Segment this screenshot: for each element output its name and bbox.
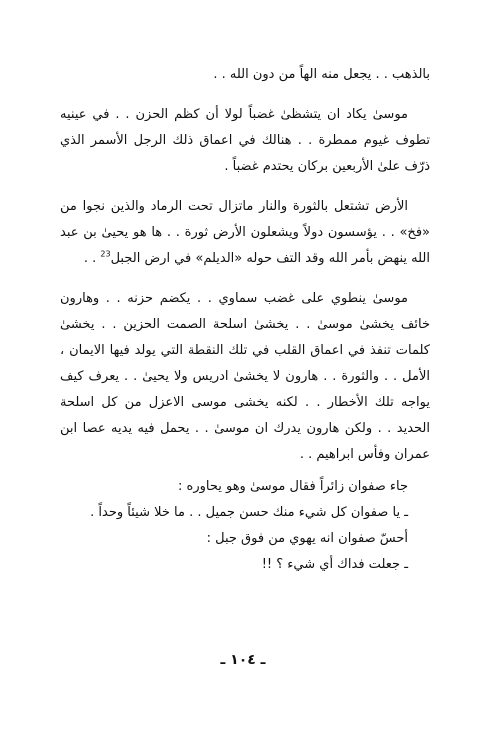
paragraph-3 [60,194,430,272]
paragraph-3-text: الأرض تشتعل بالثورة والنار ماتزال تحت الرماد والذين نجوا من «فخ» . . يؤسسون دولاً ويشعلون الأرض ثورة . . ها هو يحيىٰ بن عبد الله ينهض بأمر الله وقد التف حوله «الديلم» في ارض الجبل [60,199,430,266]
dialogue-line-3: أحسّ صفوان انه يهوي من فوق جبل : [206,531,408,546]
paragraph-3-tail: . . [83,251,101,266]
dialogue-line-4: ـ جعلت فداك أي شيء ؟ !! [261,557,408,572]
footnote-marker: 23 [100,249,111,259]
paragraph-spacer [60,180,430,194]
page-number: ـ ١٠٤ ـ [220,652,266,668]
paragraph-spacer [60,272,430,286]
paragraph-4: موسىٰ ينطوي على غضب سماوي . . يكضم حزنه . . وهارون خائف يخشىٰ موسىٰ . . يخشىٰ اسلحة الصمت الحزين . . يخشىٰ كلمات تنفذ في اعماق القلب في تلك النقطة التي يولد فيها الايمان ، الأمل . . والثورة . . هارون لا يخشىٰ ادريس ولا يحيىٰ . . يعرف كيف يواجه تلك الأخطار . . لكنه يخشى موسى الاعزل من كل اسلحة الحديد . . ولكن هارون يدرك ان موسىٰ . . يحمل فيه يديه عصا ابن عمران وفأس ابراهيم . . [60,291,430,462]
paragraph-spacer [60,88,430,102]
paragraph-2: موسىٰ يكاد ان يتشظىٰ غضباً لولا أن كظم الحزن . . في عينيه تطوف غيوم ممطرة . . هنالك في اعماق ذلك الرجل الأسمر الذي ذرّف علىٰ الأربعين بركان يحتدم غضباً . [60,107,430,174]
paragraph-1: بالذهب . . يجعل منه الهاً من دون الله . . [213,67,430,82]
dialogue-line-2: ـ يا صفوان كل شيء منك حسن جميل . . ما خلا شيئاً وحداً . [90,505,408,520]
dialogue-line-1: جاء صفوان زائراً فقال موسىٰ وهو يحاوره : [178,479,408,494]
page-body [60,62,430,578]
